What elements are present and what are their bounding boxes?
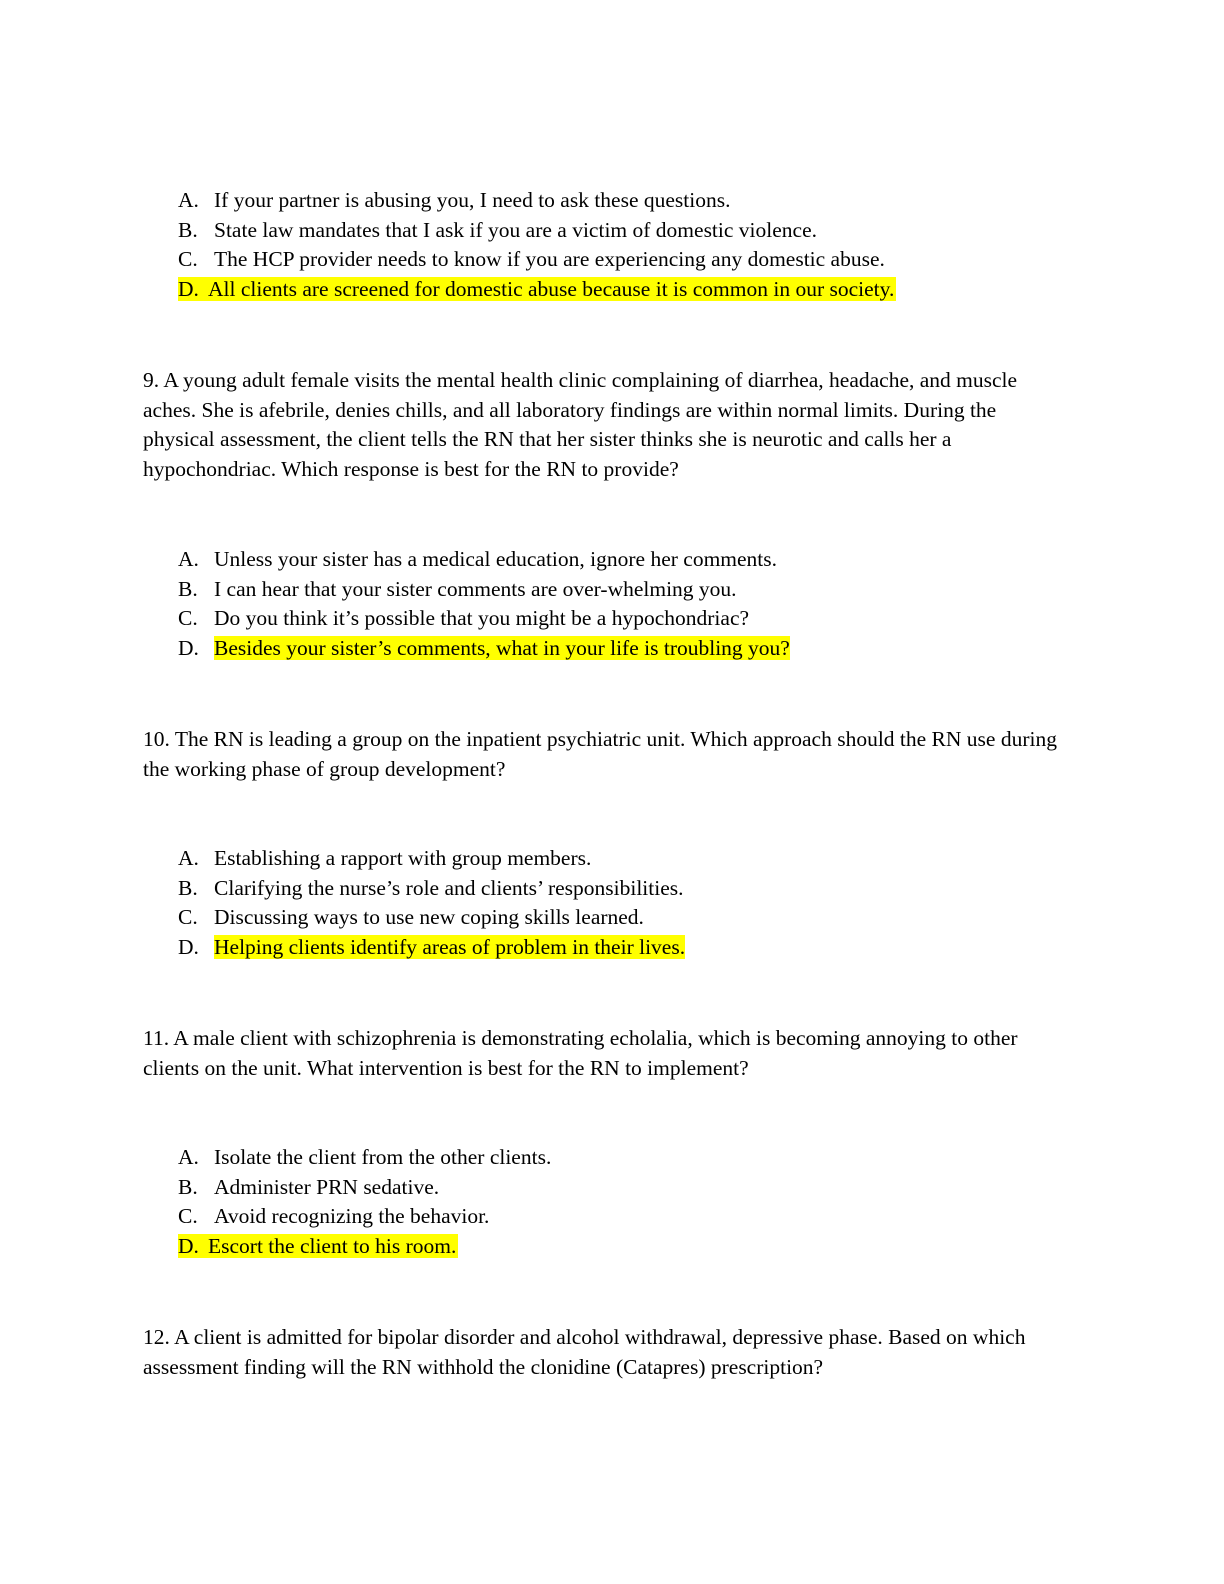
option-b <box>178 216 1078 246</box>
option-text: Unless your sister has a medical education, ignore her comments. <box>214 547 778 571</box>
option-text: I can hear that your sister comments are over-whelming you. <box>214 576 737 601</box>
answer-highlight <box>178 277 896 301</box>
question-9-options <box>178 545 1078 664</box>
question-8-options <box>178 186 1078 305</box>
option-text: Do you think it’s possible that you might be a hypochondriac? <box>214 606 750 631</box>
option-letter: C. <box>178 1204 198 1229</box>
option-text: All clients are screened for domestic abuse because it is common in our society. <box>208 277 895 302</box>
question-11-stem: 11. A male client with schizophrenia is demonstrating echolalia, which is becoming annoying to other clients on the unit. What intervention is best for the RN to implement? <box>143 1026 1018 1080</box>
option-d-answer <box>178 1232 1078 1262</box>
option-b <box>178 874 1078 904</box>
option-a <box>178 844 1078 874</box>
option-text: Administer PRN sedative. <box>214 1174 440 1199</box>
option-letter: D. <box>178 636 199 661</box>
question-10-stem: 10. The RN is leading a group on the inpatient psychiatric unit. Which approach should the RN use during the working phase of group development? <box>143 727 1057 781</box>
option-c <box>178 903 1078 933</box>
option-letter: C. <box>178 247 198 272</box>
option-letter: B. <box>178 217 198 242</box>
option-letter: B. <box>178 576 198 601</box>
answer-highlight <box>178 1234 458 1258</box>
option-text: Discussing ways to use new coping skills learned. <box>214 905 644 930</box>
option-d-answer <box>178 275 1078 305</box>
option-d-answer <box>178 933 1078 963</box>
option-letter: B. <box>178 875 198 900</box>
option-text: Escort the client to his room. <box>208 1234 457 1259</box>
option-d-answer <box>178 634 1078 664</box>
option-c <box>178 604 1078 634</box>
option-letter: D. <box>178 1234 199 1259</box>
option-text: Establishing a rapport with group members. <box>214 846 592 870</box>
option-b <box>178 575 1078 605</box>
option-letter: D. <box>178 935 199 960</box>
option-a <box>178 186 1078 216</box>
question-10-options <box>178 844 1078 963</box>
option-c <box>178 245 1078 275</box>
option-text: State law mandates that I ask if you are a victim of domestic violence. <box>214 217 817 242</box>
option-text: Helping clients identify areas of problem in their lives. <box>214 935 686 960</box>
option-b <box>178 1173 1078 1203</box>
option-letter: C. <box>178 606 198 631</box>
option-letter: A. <box>178 547 199 571</box>
option-letter: B. <box>178 1174 198 1199</box>
option-text: If your partner is abusing you, I need to ask these questions. <box>214 188 731 212</box>
option-text: The HCP provider needs to know if you are experiencing any domestic abuse. <box>214 247 885 272</box>
question-9-stem: 9. A young adult female visits the mental health clinic complaining of diarrhea, headache, and muscle aches. She is afebrile, denies chills, and all laboratory findings are within normal limits. During the physical assessment, the client tells the RN that her sister thinks she is neurotic and calls her a hypochondriac. Which response is best for the RN to provide? <box>143 368 1018 481</box>
option-letter: A. <box>178 188 199 212</box>
option-text: Besides your sister’s comments, what in your life is troubling you? <box>214 636 790 661</box>
option-letter: C. <box>178 905 198 930</box>
question-11-options <box>178 1143 1078 1262</box>
option-text: Isolate the client from the other clients. <box>214 1145 552 1169</box>
option-letter: A. <box>178 1145 199 1169</box>
option-text: Avoid recognizing the behavior. <box>214 1204 490 1229</box>
option-letter: A. <box>178 846 199 870</box>
option-letter: D. <box>178 277 199 302</box>
option-a <box>178 545 1078 575</box>
option-c <box>178 1202 1078 1232</box>
option-text: Clarifying the nurse’s role and clients’ responsibilities. <box>214 875 684 900</box>
option-a <box>178 1143 1078 1173</box>
question-12-stem: 12. A client is admitted for bipolar disorder and alcohol withdrawal, depressive phase. Based on which assessment finding will the RN withhold the clonidine (Catapres) prescription? <box>143 1325 1026 1379</box>
